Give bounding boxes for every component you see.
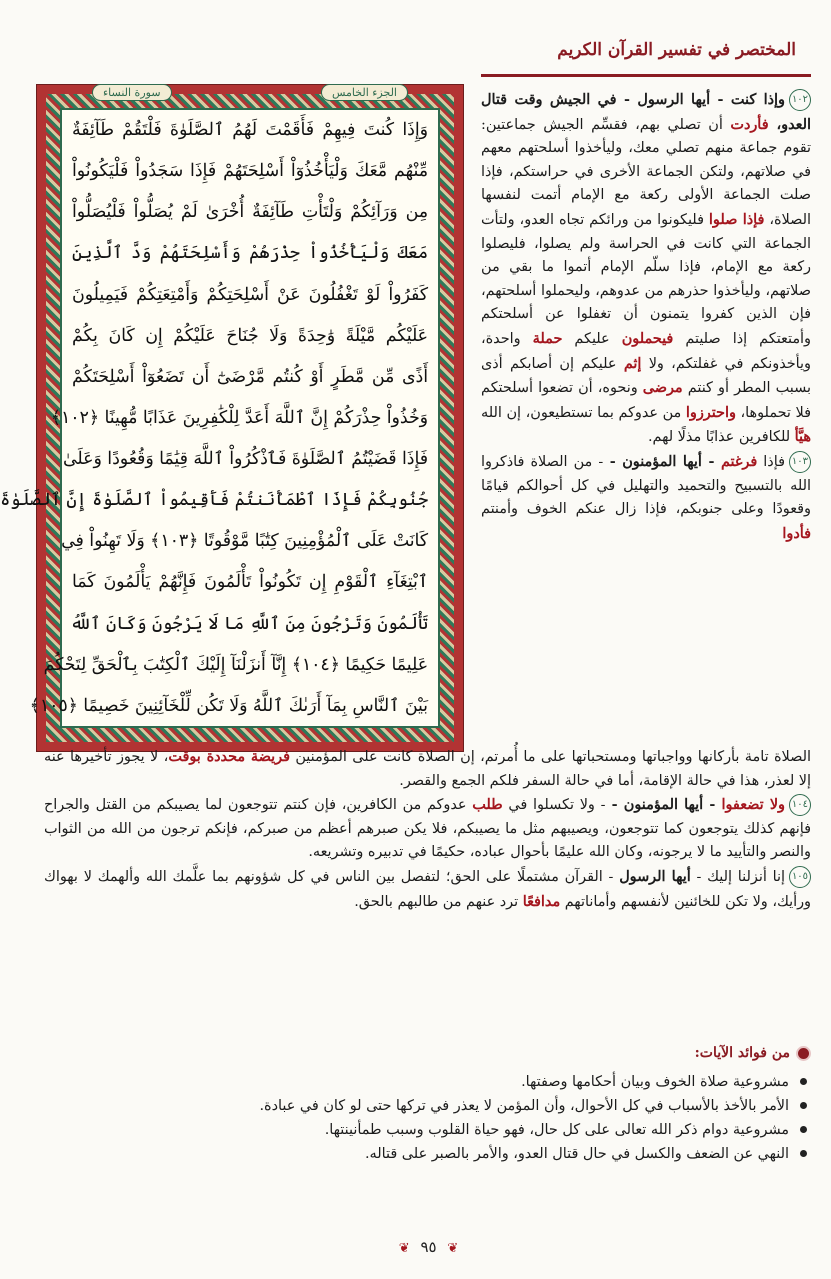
verse-number-icon: ١٠٥	[789, 866, 811, 888]
verse-line: كَفَرُواْ لَوْ تَغْفُلُونَ عَنْ أَسْلِحَتِكُمْ وَأَمْتِعَتِكُمْ فَيَمِيلُونَ	[72, 284, 428, 305]
mushaf-page	[0, 86, 440, 728]
tafsir-verse-103-start: ١٠٣فإذا فرغتم - أيها المؤمنون - - من الصلاة فاذكروا الله بالتسبيح والتحميد والتهليل في كل أحوالكم قيامًا وقعودًا وعلى جنوبكم، فإذا زال عنكم الخوف وأمنتم فأدوا	[481, 452, 811, 542]
tafsir-verse-103-cont: الصلاة تامة بأركانها وواجباتها ومستحباتها على ما أُمرتم، إن الصلاة كانت على المؤمنين فريضة محددة بوقت، لا يجوز تأخيرها عنه إلا لعذر، هذا في حالة الإقامة، أما في حالة السفر فلكم الجمع والقصر.	[44, 748, 811, 789]
benefits-heading-text: من فوائد الآيات:	[694, 1045, 790, 1061]
list-item: الأمر بالأخذ بالأسباب في كل الأحوال، وأن المؤمن لا يعذر في تركها حتى لو كان في عبادة.	[51, 1094, 811, 1118]
footer-ornament-icon: ❦	[447, 1241, 459, 1256]
book-title: المختصر في تفسير القرآن الكريم	[557, 40, 796, 60]
page-footer	[26, 1238, 831, 1256]
verse-number-icon: ١٠٢	[789, 89, 811, 111]
verse-lines	[0, 118, 428, 718]
benefits-heading	[695, 1045, 811, 1061]
benefits-list	[51, 1070, 811, 1166]
footer-ornament-icon: ❦	[398, 1241, 410, 1256]
tafsir-column	[481, 88, 811, 546]
mushaf-frame	[0, 84, 464, 752]
verse-line: بَيْنَ ٱلنَّاسِ بِمَآ أَرَىٰكَ ٱللَّهُ وَلَا تَكُن لِّلْخَآئِنِينَ خَصِيمًا ﴿١٠٥﴾	[29, 695, 428, 716]
verse-line: مِّنْهُم مَّعَكَ وَلْيَأْخُذُوٓاْ أَسْلِحَتَهُمْ فَإِذَا سَجَدُواْ فَلْيَكُونُواْ	[72, 161, 428, 182]
list-item: مشروعية دوام ذكر الله تعالى على كل حال، فهو حياة القلوب وسبب طمأنينتها.	[51, 1118, 811, 1142]
verse-line: تَأْلَمُونَ وَتَرْجُونَ مِنَ ٱللَّهِ مَا لَا يَرْجُونَ وَكَانَ ٱللَّهُ	[70, 613, 428, 634]
verse-line: وَخُذُواْ حِذْرَكُمْ إِنَّ ٱللَّهَ أَعَدَّ لِلْكَٰفِرِينَ عَذَابًا مُّهِينًا ﴿١٠٢﴾	[50, 407, 428, 428]
verse-number-icon: ١٠٤	[789, 794, 811, 816]
verse-line: عَلَيْكُم مَّيْلَةً وَٰحِدَةً وَلَا جُنَاحَ عَلَيْكُمْ إِن كَانَ بِكُمْ	[72, 325, 428, 346]
tafsir-verse-102: ١٠٢وإذا كنت - أيها الرسول - في الجيش وقت قتال العدو، فأردت أن تصلي بهم، فقسِّم الجيش جماعتين: تقوم جماعة منهم تصلي معك، وليأخذوا أسلحتهم معهم في صلاتهم، ولتكن الجماعة الأخرى في حراستكم، فإذا صلت الجماعة الأولى ركعة مع الإمام أتمت لنفسها الصلاة، فإذا صلوا فليكونوا من ورائكم تجاه العدو، ولتأت الجماعة التي كانت في الحراسة ولم يصلوا، فليصلوا ركعة مع الإمام، فإذا سلّم الإمام أتموا ما بقي من صلاتهم، وليأخذوا حذرهم من عدوهم، وليحملوا أسلحتهم، فإن الذين كفروا يتمنون أن تغفلوا عن أسلحتكم وأمتعتكم إذا صليتم فيحملون عليكم حملة واحدة، ويأخذونكم في غفلتكم، ولا إثم عليكم إن أصابكم أذى بسبب المطر أو كنتم مرضى ونحوه، أن تضعوا أسلحتكم فلا تحملوها، واحترزوا من عدوكم بما تستطيعون، إن الله هيَّأ للكافرين عذابًا مذلًا لهم.	[481, 91, 812, 446]
verse-line: جُنُوبِكُمْ فَإِذَا ٱطْمَأْنَنتُمْ فَأَقِيمُواْ ٱلصَّلَوٰةَ إِنَّ ٱلصَّلَوٰةَ	[0, 490, 428, 511]
verse-line: أَذًى مِّن مَّطَرٍ أَوْ كُنتُم مَّرْضَىٰٓ أَن تَضَعُوٓاْ أَسْلِحَتَكُمْ	[72, 366, 428, 387]
ornamental-border	[0, 86, 454, 742]
page-number: ٩٥	[420, 1238, 437, 1256]
verse-line: فَإِذَا قَضَيْتُمُ ٱلصَّلَوٰةَ فَٱذْكُرُواْ ٱللَّهَ قِيَٰمًا وَقُعُودًا وَعَلَىٰ	[63, 449, 428, 469]
verse-line: وَإِذَا كُنتَ فِيهِمْ فَأَقَمْتَ لَهُمُ ٱلصَّلَوٰةَ فَلْتَقُمْ طَآئِفَةٌ	[72, 120, 428, 140]
verse-line: مِن وَرَآئِكُمْ وَلْتَأْتِ طَآئِفَةٌ أُخْرَىٰ لَمْ يُصَلُّواْ فَلْيُصَلُّواْ	[72, 202, 428, 223]
verse-line: ٱبْتِغَآءِ ٱلْقَوْمِ إِن تَكُونُواْ تَأْلَمُونَ فَإِنَّهُمْ يَأْلَمُونَ كَمَا	[72, 572, 428, 593]
tafsir-verse-105: ١٠٥إنا أنزلنا إليك - أيها الرسول - القرآن مشتملًا على الحق؛ لتفصل بين الناس في كل شؤونهم بما علَّمك الله وألهمك لا بهواك ورأيك، ولا تكن للخائنين لأنفسهم وأماناتهم مدافعًا ترد عنهم من طالبهم بالحق.	[44, 867, 811, 910]
list-item: مشروعية صلاة الخوف وبيان أحكامها وصفتها.	[51, 1070, 811, 1094]
verse-line: مَعَكَ وَلْيَأْخُذُواْ حِذْرَهُمْ وَأَسْلِحَتَهُمْ وَدَّ ٱلَّذِينَ	[72, 243, 428, 264]
tafsir-continued	[44, 745, 811, 914]
juz-label: الجزء الخامس	[321, 84, 408, 101]
page-header	[481, 30, 811, 77]
tafsir-verse-104: ١٠٤ولا تضعفوا - أيها المؤمنون - - ولا تكسلوا في طلب عدوكم من الكافرين، فإن كنتم تتوجعون لما يصيبكم من القتل والجراح فإنهم كذلك يتوجعون كما تتوجعون، ويصيبهم مثل ما يصيبكم، فلا يكن صبرهم أعظم من صبركم، فإنكم ترجون من الله من الثواب والنصر والتأييد ما لا يرجونه، وكان الله عليمًا بأحوال عباده، حكيمًا في تدبيره وتشريعه.	[44, 796, 811, 861]
list-item: النهي عن الضعف والكسل في حال قتال العدو، والأمر بالصبر على قتاله.	[51, 1142, 811, 1166]
verse-number-icon: ١٠٣	[789, 451, 811, 473]
verse-line: عَلِيمًا حَكِيمًا ﴿١٠٤﴾ إِنَّآ أَنزَلْنَآ إِلَيْكَ ٱلْكِتَٰبَ بِٱلْحَقِّ لِتَحْكُمَ	[43, 654, 428, 675]
ornament-bullet-icon	[796, 1046, 811, 1061]
surah-label: سورة النساء	[92, 84, 172, 101]
verse-line: كَانَتْ عَلَى ٱلْمُؤْمِنِينَ كِتَٰبًا مَّوْقُوتًا ﴿١٠٣﴾ وَلَا تَهِنُواْ فِي	[61, 531, 428, 552]
